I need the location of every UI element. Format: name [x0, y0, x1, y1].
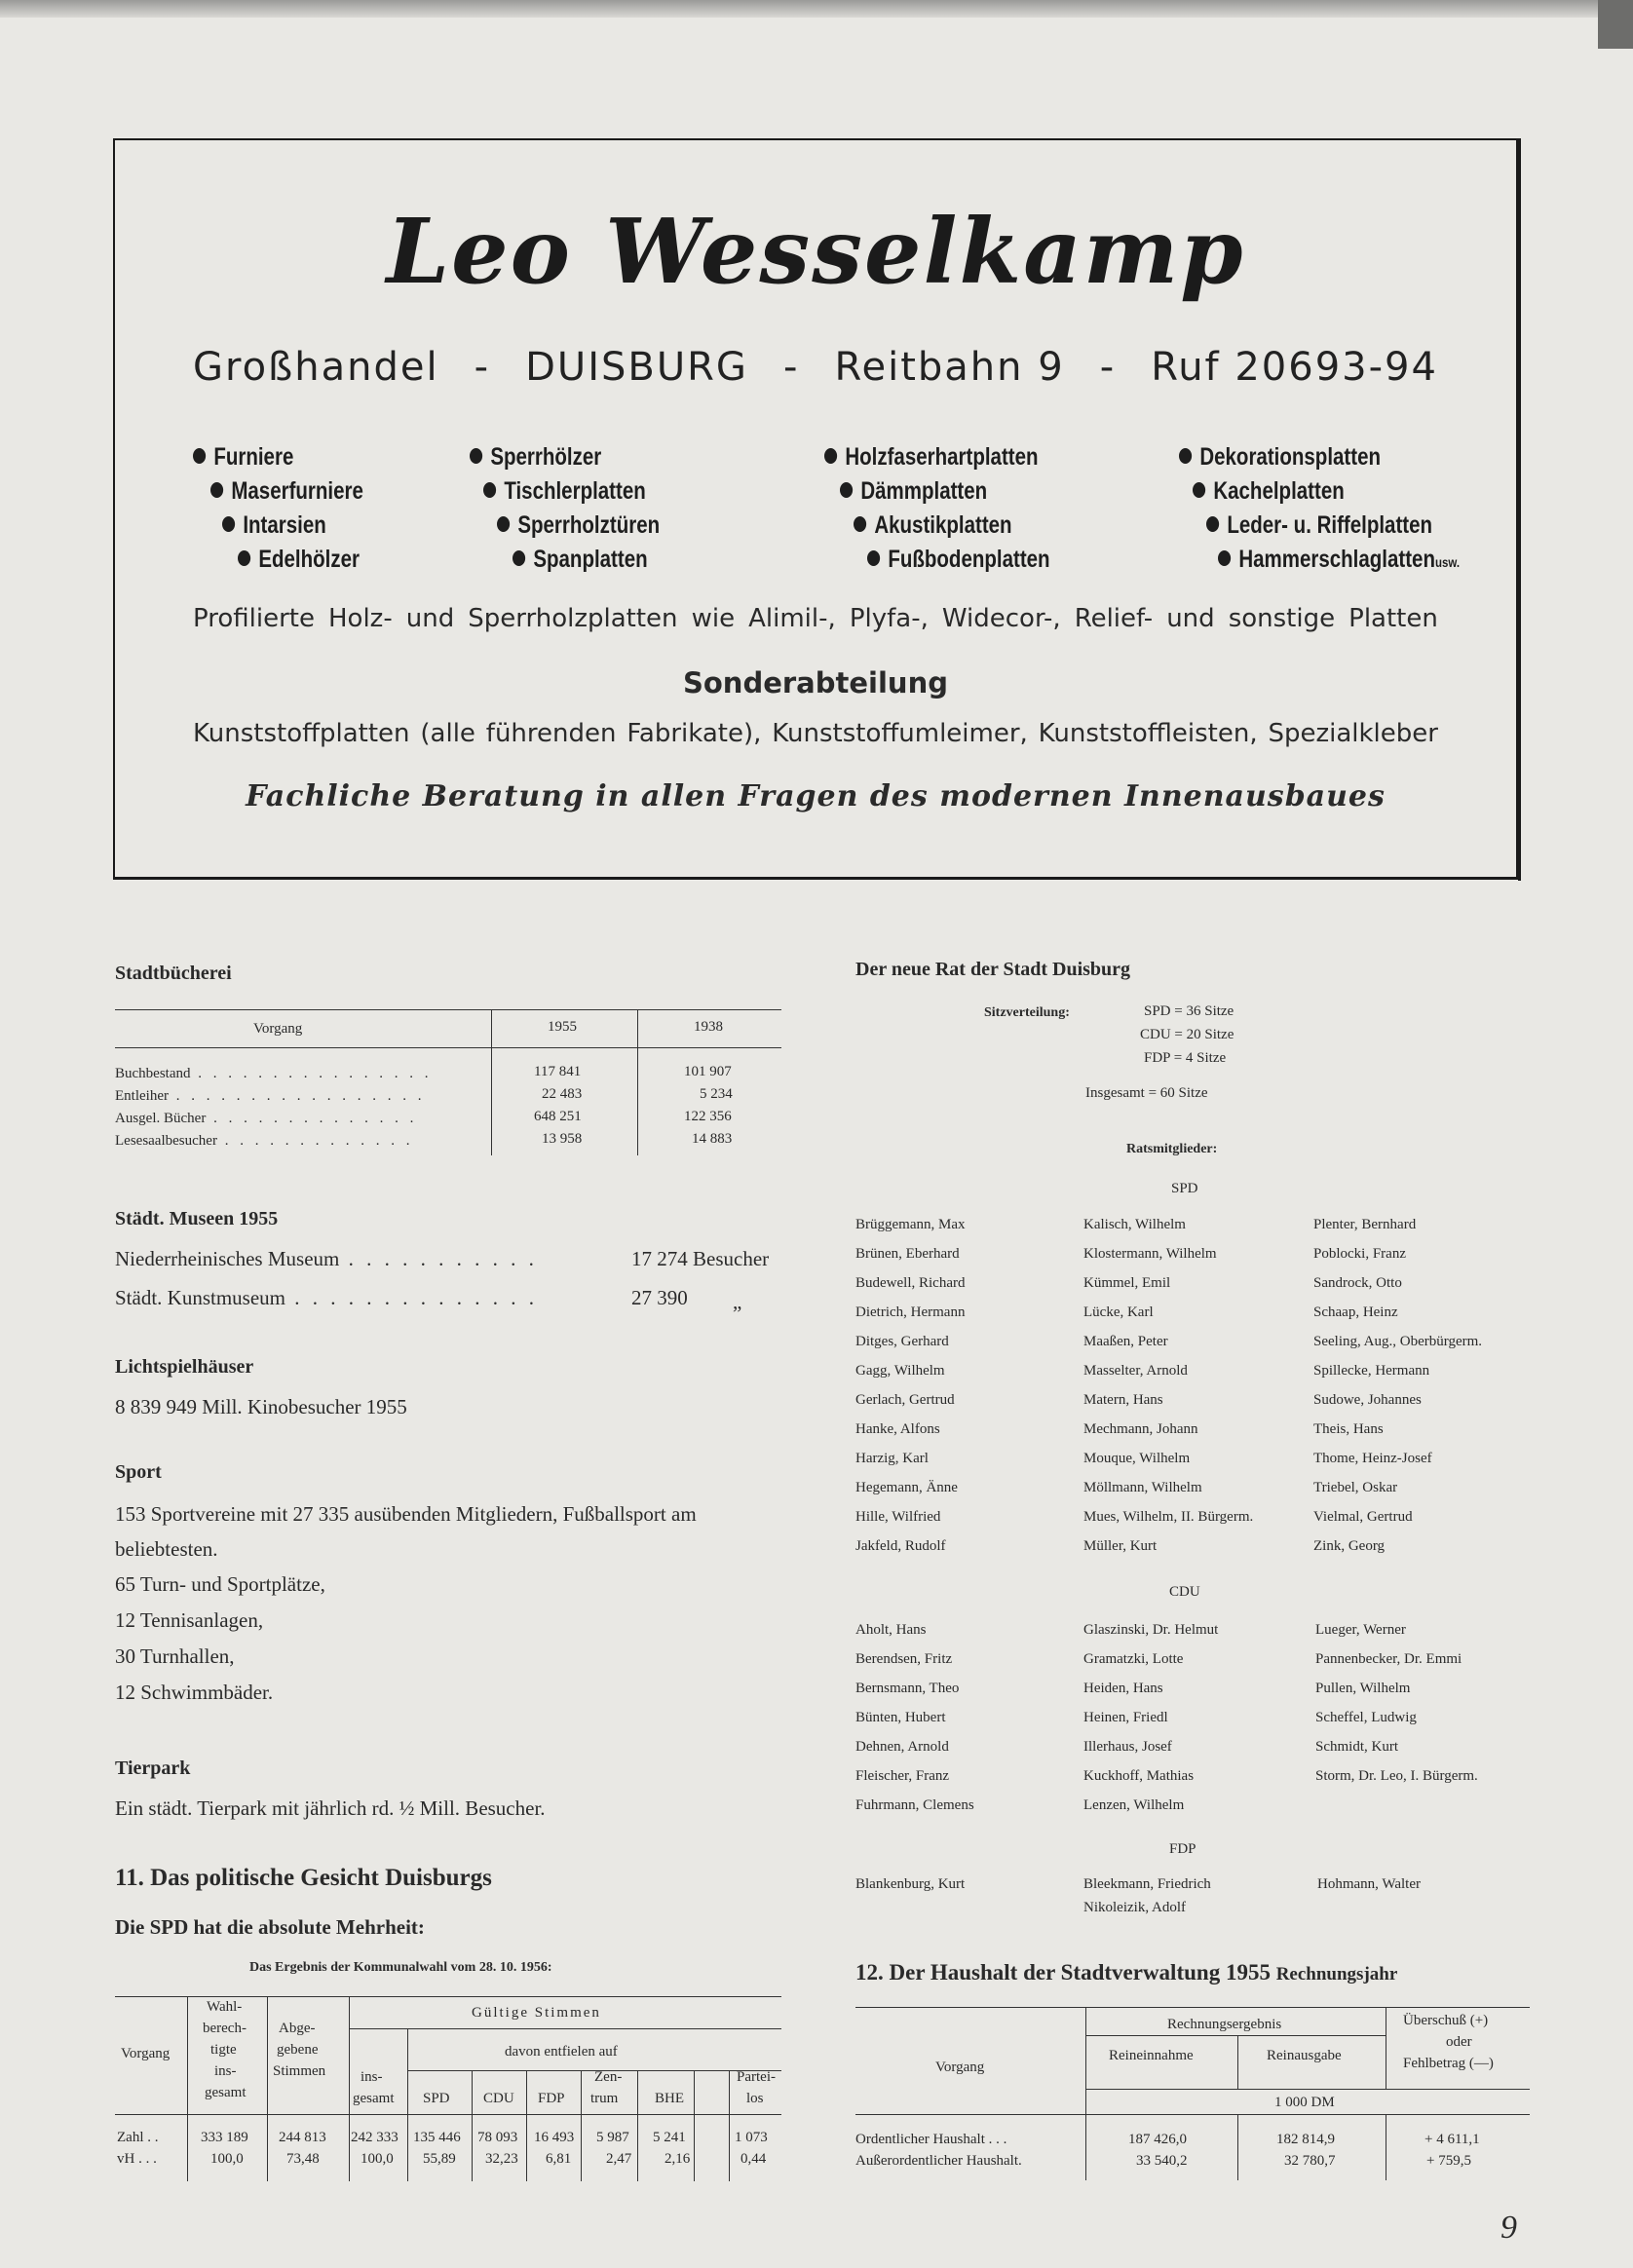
table-cell: 648 251: [534, 1109, 582, 1124]
ad-address-part: DUISBURG: [525, 345, 748, 390]
table-cell: 333 189: [201, 2130, 248, 2145]
table-header: Vorgang: [121, 2046, 171, 2061]
table-cell: + 759,5: [1426, 2153, 1471, 2169]
list-item: Sudowe, Johannes: [1313, 1392, 1422, 1408]
cinemas-heading: Lichtspielhäuser: [115, 1356, 254, 1378]
list-item: Pannenbecker, Dr. Emmi: [1315, 1651, 1462, 1667]
table-cell: 244 813: [279, 2130, 326, 2145]
ad-special-department: Sonderabteilung: [683, 666, 948, 699]
table-rule: [115, 1009, 781, 1010]
ad-address-line: [193, 345, 1438, 390]
bullet-icon: [1218, 550, 1231, 566]
list-item: Hanke, Alfons: [855, 1421, 940, 1437]
bullet-icon: [513, 550, 525, 566]
list-item: Mouque, Wilhelm: [1083, 1451, 1191, 1466]
ad-address-part: -: [1099, 345, 1117, 390]
table-header: gesamt: [353, 2091, 395, 2106]
library-heading: Stadtbücherei: [115, 963, 232, 984]
list-item: Bernsmann, Theo: [855, 1681, 960, 1696]
list-item: Hohmann, Walter: [1317, 1876, 1421, 1892]
scan-top-edge: [0, 0, 1633, 18]
museum-row: Städt. Kunstmuseum . . . . . . . . . . . . . .: [115, 1286, 539, 1309]
table-cell: 242 333: [351, 2130, 399, 2145]
members-label: Ratsmitglieder:: [1126, 1142, 1218, 1156]
list-item: Theis, Hans: [1313, 1421, 1384, 1437]
table-rule: [1085, 2007, 1086, 2180]
ad-slogan: Fachliche Beratung in allen Fragen des modernen Innenausbaues: [246, 779, 1386, 813]
seat-row: SPD = 36 Sitze: [1144, 1003, 1234, 1019]
table-cell: 33 540,2: [1136, 2153, 1188, 2169]
list-item: Poblocki, Franz: [1313, 1246, 1406, 1262]
table-header: ins-: [214, 2063, 237, 2079]
ad-address-part: Reitbahn 9: [834, 345, 1065, 390]
bullet-icon: [210, 482, 223, 498]
list-item: Spillecke, Hermann: [1313, 1363, 1430, 1379]
table-header: Überschuß (+): [1403, 2013, 1489, 2028]
table-header: 1 000 DM: [1274, 2095, 1335, 2110]
ad-address-part: Großhandel: [193, 345, 439, 390]
list-item: Brüggemann, Max: [855, 1217, 966, 1232]
table-cell: 22 483: [542, 1086, 583, 1102]
table-header: Zen-: [594, 2069, 623, 2085]
table-cell: 32 780,7: [1284, 2153, 1336, 2169]
table-rule: [187, 1996, 188, 2181]
table-row-label: Außerordentlicher Haushalt.: [855, 2153, 1022, 2169]
list-item: Thome, Heinz-Josef: [1313, 1451, 1432, 1466]
table-rule: [1237, 2114, 1238, 2180]
table-cell: 14 883: [692, 1131, 733, 1147]
ad-product: Sperrholztüren: [497, 509, 660, 543]
table-rule: [407, 2028, 408, 2181]
list-item: Dehnen, Arnold: [855, 1739, 949, 1755]
ad-product: Dekorationsplatten: [1179, 440, 1453, 474]
ad-address-part: -: [782, 345, 800, 390]
table-cell: 5 241: [653, 2130, 686, 2145]
list-item: Fleischer, Franz: [855, 1768, 950, 1784]
seat-label: Sitzverteilung:: [984, 1005, 1070, 1020]
ad-product: Spanplatten: [513, 543, 663, 577]
list-item: Müller, Kurt: [1083, 1538, 1158, 1554]
politics-heading: 11. Das politische Gesicht Duisburgs: [115, 1865, 492, 1891]
table-row-label: Entleiher . . . . . . . . . . . . . . . . .: [115, 1088, 426, 1104]
list-item: Lücke, Karl: [1083, 1304, 1154, 1320]
fdp-member-column: [1317, 1872, 1421, 1896]
election-table-title: Das Ergebnis der Kommunalwahl vom 28. 10. 1956:: [249, 1960, 552, 1975]
ad-product: Intarsien: [222, 509, 365, 543]
ad-product: Kachelplatten: [1193, 474, 1455, 509]
table-header: gesamt: [205, 2085, 247, 2100]
list-item: Harzig, Karl: [855, 1451, 929, 1466]
list-item: Heiden, Hans: [1083, 1681, 1163, 1696]
table-cell: 78 093: [477, 2130, 518, 2145]
bullet-icon: [867, 550, 880, 566]
table-header: Vorgang: [935, 2060, 985, 2075]
list-item: Scheffel, Ludwig: [1315, 1710, 1417, 1725]
list-item: Vielmal, Gertrud: [1313, 1509, 1413, 1525]
ad-product: Leder- u. Riffelplatten: [1206, 509, 1458, 543]
scan-corner: [1598, 0, 1633, 49]
bullet-icon: [1206, 516, 1219, 532]
table-rule: [1085, 2035, 1386, 2036]
table-header: Partei-: [737, 2069, 776, 2085]
list-item: Glaszinski, Dr. Helmut: [1083, 1622, 1219, 1638]
table-cell: 55,89: [423, 2151, 456, 2167]
ad-shadow: [1518, 138, 1521, 881]
list-item: Dietrich, Hermann: [855, 1304, 966, 1320]
table-header: Gültige Stimmen: [472, 2005, 601, 2021]
list-item: Klostermann, Wilhelm: [1083, 1246, 1217, 1262]
ad-product: Furniere: [193, 440, 361, 474]
table-cell: 187 426,0: [1128, 2132, 1187, 2147]
table-cell: 32,23: [485, 2151, 518, 2167]
bullet-icon: [824, 448, 837, 464]
list-item: Gerlach, Gertrud: [855, 1392, 955, 1408]
table-header: Vorgang: [253, 1021, 303, 1037]
table-header: Reinausgabe: [1267, 2048, 1342, 2063]
ad-column-2: [470, 440, 696, 577]
list-item: Kümmel, Emil: [1083, 1275, 1171, 1291]
table-cell: 16 493: [534, 2130, 575, 2145]
table-header: Fehlbetrag (—): [1403, 2056, 1494, 2071]
list-item: Mechmann, Johann: [1083, 1421, 1198, 1437]
table-header: trum: [590, 2091, 619, 2106]
list-item: Schaap, Heinz: [1313, 1304, 1398, 1320]
table-cell: 2,47: [606, 2151, 632, 2167]
table-cell: 100,0: [210, 2151, 244, 2167]
ad-profile-line: Profilierte Holz- und Sperrholzplatten wie Alimil-, Plyfa-, Widecor-, Relief- und sonstige Platten: [193, 604, 1438, 633]
seat-total: Insgesamt = 60 Sitze: [1085, 1085, 1208, 1101]
ad-shadow: [113, 877, 1521, 880]
spd-member-column: [1083, 1210, 1253, 1561]
list-item: Ditges, Gerhard: [855, 1334, 949, 1349]
table-rule: [855, 2007, 1530, 2008]
museums-heading: Städt. Museen 1955: [115, 1208, 279, 1229]
ad-product: Tischlerplatten: [483, 474, 658, 509]
list-item: Matern, Hans: [1083, 1392, 1163, 1408]
bullet-icon: [222, 516, 235, 532]
sport-line: 153 Sportvereine mit 27 335 ausübenden Mitgliedern, Fußballsport am: [115, 1502, 697, 1526]
museum-value: 27 390: [631, 1286, 688, 1309]
table-cell: 0,44: [741, 2151, 767, 2167]
list-item: Storm, Dr. Leo, I. Bürgerm.: [1315, 1768, 1478, 1784]
table-cell: 122 356: [684, 1109, 732, 1124]
list-item: Hille, Wilfried: [855, 1509, 941, 1525]
sport-line: 65 Turn- und Sportplätze,: [115, 1572, 325, 1596]
seat-row: FDP = 4 Sitze: [1144, 1050, 1227, 1066]
table-header: CDU: [483, 2091, 514, 2106]
table-rule: [491, 1009, 492, 1155]
table-cell: 1 073: [735, 2130, 768, 2145]
sport-line: 12 Schwimmbäder.: [115, 1681, 274, 1704]
bullet-icon: [497, 516, 510, 532]
council-heading: Der neue Rat der Stadt Duisburg: [855, 959, 1131, 980]
list-item: Brünen, Eberhard: [855, 1246, 960, 1262]
museum-row: Niederrheinisches Museum . . . . . . . . . . .: [115, 1247, 538, 1270]
table-header: Rechnungsergebnis: [1167, 2017, 1282, 2032]
table-cell: + 4 611,1: [1424, 2132, 1480, 2147]
table-cell: 13 958: [542, 1131, 583, 1147]
table-header: davon entfielen auf: [505, 2044, 618, 2060]
table-row-label: Buchbestand . . . . . . . . . . . . . . . .: [115, 1066, 433, 1081]
politics-subheading: Die SPD hat die absolute Mehrheit:: [115, 1915, 425, 1939]
list-item: Kalisch, Wilhelm: [1083, 1217, 1186, 1232]
table-rule: [267, 1996, 268, 2181]
list-item: Möllmann, Wilhelm: [1083, 1480, 1202, 1495]
list-item: Blankenburg, Kurt: [855, 1876, 966, 1892]
ad-address-part: Ruf 20693-94: [1151, 345, 1438, 390]
list-item: Zink, Georg: [1313, 1538, 1386, 1554]
ad-usw: usw.: [1434, 554, 1461, 570]
table-rule: [349, 2028, 781, 2029]
list-item: Jakfeld, Rudolf: [855, 1538, 946, 1554]
party-label: CDU: [1169, 1584, 1200, 1600]
table-cell: 5 234: [700, 1086, 733, 1102]
table-rule: [581, 2070, 582, 2181]
budget-heading: 12. Der Haushalt der Stadtverwaltung 1955 Rechnungsjahr: [855, 1960, 1398, 1984]
table-header: tigte: [210, 2042, 237, 2058]
page-number: 9: [1500, 2210, 1517, 2246]
table-cell: 73,48: [286, 2151, 320, 2167]
table-cell: 101 907: [684, 1064, 732, 1079]
fdp-member-column: [1083, 1872, 1211, 1919]
list-item: Kuckhoff, Mathias: [1083, 1768, 1195, 1784]
list-item: Lueger, Werner: [1315, 1622, 1406, 1638]
party-label: SPD: [1171, 1181, 1198, 1196]
bullet-icon: [854, 516, 866, 532]
spd-member-column: [855, 1210, 965, 1561]
list-item: Budewell, Richard: [855, 1275, 966, 1291]
table-header: ins-: [361, 2069, 383, 2085]
table-cell: 100,0: [361, 2151, 394, 2167]
ad-product: Holzfaserhartplatten: [824, 440, 1043, 474]
table-rule: [1237, 2035, 1238, 2089]
table-header: gebene: [277, 2042, 319, 2058]
table-rule: [526, 2070, 527, 2181]
list-item: Mues, Wilhelm, II. Bürgerm.: [1083, 1509, 1254, 1525]
ad-company-name: Leo Wesselkamp: [386, 199, 1245, 304]
sport-heading: Sport: [115, 1461, 162, 1483]
ad-product: Fußbodenplatten: [867, 543, 1050, 577]
list-item: Schmidt, Kurt: [1315, 1739, 1398, 1755]
table-rule: [1085, 2089, 1530, 2090]
list-item: Illerhaus, Josef: [1083, 1739, 1172, 1755]
list-item: Pullen, Wilhelm: [1315, 1681, 1411, 1696]
list-item: Triebel, Oskar: [1313, 1480, 1398, 1495]
table-row-label: Lesesaalbesucher . . . . . . . . . . . . .: [115, 1133, 414, 1149]
list-item: Fuhrmann, Clemens: [855, 1797, 974, 1813]
list-item: Masselter, Arnold: [1083, 1363, 1188, 1379]
table-rule: [472, 2070, 473, 2181]
fdp-member-column: [855, 1872, 965, 1896]
table-header: Abge-: [279, 2021, 316, 2036]
ad-column-1: [193, 440, 397, 577]
sport-line: 30 Turnhallen,: [115, 1644, 235, 1668]
table-row-label: vH . . .: [117, 2151, 157, 2167]
cdu-member-column: [1083, 1615, 1218, 1820]
ad-product: Maserfurniere: [210, 474, 363, 509]
table-rule: [115, 1047, 781, 1048]
sport-line: beliebtesten.: [115, 1537, 218, 1561]
table-header: SPD: [423, 2091, 450, 2106]
table-rule: [729, 2070, 730, 2181]
list-item: Plenter, Bernhard: [1313, 1217, 1417, 1232]
table-cell: 182 814,9: [1276, 2132, 1335, 2147]
list-item: Sandrock, Otto: [1313, 1275, 1402, 1291]
ad-product: Hammerschlaglattenusw.: [1218, 543, 1460, 577]
spd-member-column: [1313, 1210, 1482, 1561]
ad-product: Sperrhölzer: [470, 440, 655, 474]
ad-column-3: [824, 440, 1090, 577]
bullet-icon: [193, 448, 206, 464]
table-header: BHE: [655, 2091, 684, 2106]
table-row-label: Ordentlicher Haushalt . . .: [855, 2132, 1007, 2147]
seat-row: CDU = 20 Sitze: [1140, 1027, 1234, 1042]
bullet-icon: [483, 482, 496, 498]
table-rule: [855, 2114, 1530, 2115]
cdu-member-column: [1315, 1615, 1478, 1791]
bullet-icon: [840, 482, 853, 498]
party-label: FDP: [1169, 1841, 1196, 1857]
list-item: Lenzen, Wilhelm: [1083, 1797, 1185, 1813]
bullet-icon: [1179, 448, 1192, 464]
list-item: Aholt, Hans: [855, 1622, 927, 1638]
table-header: FDP: [538, 2091, 565, 2106]
table-rule: [694, 2070, 695, 2181]
bullet-icon: [238, 550, 250, 566]
bullet-icon: [470, 448, 482, 464]
list-item: Gramatzki, Lotte: [1083, 1651, 1184, 1667]
table-cell: 6,81: [546, 2151, 572, 2167]
cdu-member-column: [855, 1615, 974, 1820]
list-item: Maaßen, Peter: [1083, 1334, 1168, 1349]
ad-address-part: -: [474, 345, 491, 390]
sport-line: 12 Tennisanlagen,: [115, 1608, 264, 1632]
ad-column-4: [1179, 440, 1513, 577]
list-item: Hegemann, Änne: [855, 1480, 958, 1495]
list-item: Berendsen, Fritz: [855, 1651, 953, 1667]
table-header: los: [746, 2091, 764, 2106]
zoo-heading: Tierpark: [115, 1758, 191, 1779]
list-item: Gagg, Wilhelm: [855, 1363, 945, 1379]
table-header: Wahl-: [207, 1999, 243, 2015]
table-rule: [115, 2114, 781, 2115]
list-item: Bleekmann, Friedrich: [1083, 1876, 1211, 1892]
table-header: 1938: [694, 1019, 723, 1035]
bullet-icon: [1193, 482, 1205, 498]
ad-product: Dämmplatten: [840, 474, 1045, 509]
table-header: berech-: [203, 2021, 247, 2036]
table-rule: [115, 1996, 781, 1997]
museum-value: 17 274 Besucher: [631, 1247, 770, 1270]
list-item: Bünten, Hubert: [855, 1710, 946, 1725]
table-header: oder: [1446, 2034, 1472, 2050]
table-cell: 5 987: [596, 2130, 629, 2145]
ad-product: Edelhölzer: [238, 543, 368, 577]
table-rule: [637, 2070, 638, 2181]
table-header: Reineinnahme: [1109, 2048, 1194, 2063]
table-row-label: Zahl . .: [117, 2130, 159, 2145]
table-header: Stimmen: [273, 2063, 326, 2079]
advertisement-box: [113, 138, 1518, 879]
list-item: Heinen, Friedl: [1083, 1710, 1168, 1725]
ad-product: Akustikplatten: [854, 509, 1047, 543]
zoo-text: Ein städt. Tierpark mit jährlich rd. ½ Mill. Besucher.: [115, 1796, 546, 1820]
cinemas-text: 8 839 949 Mill. Kinobesucher 1955: [115, 1395, 407, 1418]
ditto-mark: „: [733, 1290, 742, 1313]
list-item: Nikoleizik, Adolf: [1083, 1900, 1186, 1915]
table-row-label: Ausgel. Bücher . . . . . . . . . . . . . .: [115, 1111, 418, 1126]
ad-product-columns: [193, 440, 1499, 586]
table-rule: [637, 1009, 638, 1155]
ad-plastics-line: Kunststoffplatten (alle führenden Fabrikate), Kunststoffumleimer, Kunststoffleisten, Spezialkleber: [193, 719, 1438, 748]
table-cell: 135 446: [413, 2130, 461, 2145]
table-cell: 117 841: [534, 1064, 582, 1079]
table-header: 1955: [548, 1019, 577, 1035]
table-cell: 2,16: [665, 2151, 691, 2167]
list-item: Seeling, Aug., Oberbürgerm.: [1313, 1334, 1483, 1349]
table-rule: [349, 1996, 350, 2181]
